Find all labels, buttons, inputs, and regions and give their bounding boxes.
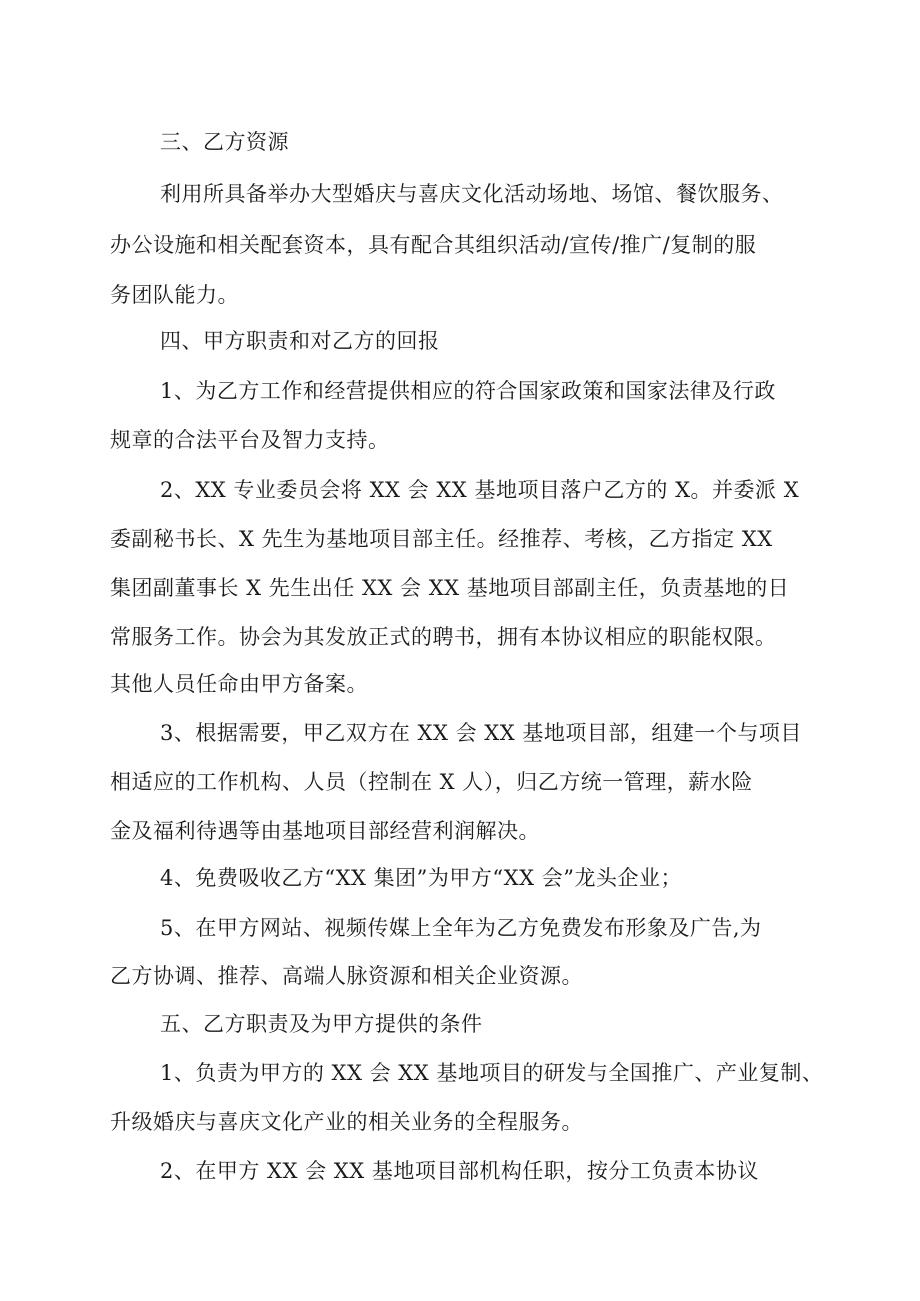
- paragraph-line: 2、在甲方 XX 会 XX 基地项目部机构任职，按分工负责本协议: [160, 1159, 759, 1183]
- paragraph-line: 利用所具备举办大型婚庆与喜庆文化活动场地、场馆、餐饮服务、: [160, 182, 784, 206]
- paragraph-line: 乙方协调、推荐、高端人脉资源和相关企业资源。: [110, 964, 583, 988]
- section-heading-3: 三、乙方资源: [160, 130, 289, 154]
- paragraph-line: 其他人员任命由甲方备案。: [110, 672, 368, 696]
- paragraph-line: 规章的合法平台及智力支持。: [110, 428, 390, 452]
- paragraph-line: 5、在甲方网站、视频传媒上全年为乙方免费发布形象及广告,为: [160, 916, 762, 940]
- paragraph-line: 集团副董事长 X 先生出任 XX 会 XX 基地项目部副主任，负责基地的日: [110, 576, 790, 600]
- paragraph-line: 1、负责为甲方的 XX 会 XX 基地项目的研发与全国推广、产业复制、: [160, 1061, 824, 1085]
- paragraph-line: 升级婚庆与喜庆文化产业的相关业务的全程服务。: [110, 1110, 583, 1134]
- paragraph-line: 4、免费吸收乙方“XX 集团”为甲方“XX 会”龙头企业；: [160, 866, 682, 890]
- paragraph-line: 相适应的工作机构、人员（控制在 X 人），归乙方统一管理，薪水险: [110, 770, 753, 794]
- paragraph-line: 常服务工作。协会为其发放正式的聘书，拥有本协议相应的职能权限。: [110, 625, 777, 649]
- paragraph-line: 3、根据需要，甲乙双方在 XX 会 XX 基地项目部，组建一个与项目: [160, 721, 802, 745]
- section-heading-4: 四、甲方职责和对乙方的回报: [160, 329, 440, 353]
- paragraph-line: 务团队能力。: [110, 283, 239, 307]
- paragraph-line: 委副秘书长、X 先生为基地项目部主任。经推荐、考核，乙方指定 XX: [110, 527, 773, 551]
- section-heading-5: 五、乙方职责及为甲方提供的条件: [160, 1012, 483, 1036]
- paragraph-line: 金及福利待遇等由基地项目部经营利润解决。: [110, 819, 540, 843]
- paragraph-line: 1、为乙方工作和经营提供相应的符合国家政策和国家法律及行政: [160, 379, 776, 403]
- paragraph-line: 办公设施和相关配套资本，具有配合其组织活动/宣传/推广/复制的服: [110, 233, 757, 257]
- paragraph-line: 2、XX 专业委员会将 XX 会 XX 基地项目落户乙方的 X。并委派 X: [160, 478, 800, 502]
